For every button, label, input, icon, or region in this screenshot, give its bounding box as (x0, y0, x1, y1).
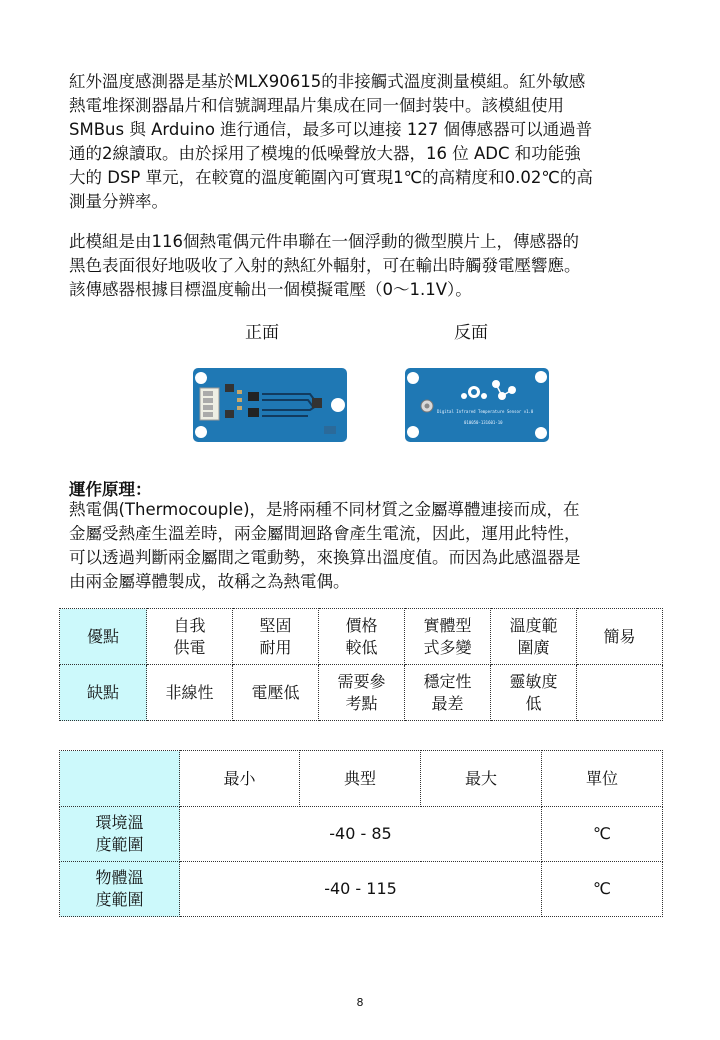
row-header: 物體溫 度範圍 (60, 862, 180, 917)
table-row (60, 807, 663, 862)
corner-cell (60, 751, 180, 807)
sensor-board-front-image (192, 366, 348, 444)
text-line: 黑色表面很好地吸收了入射的熱紅外輻射，可在輸出時觸發電壓響應。 (69, 256, 581, 275)
back-caption: 反面 (454, 323, 488, 343)
row-header: 環境溫 度範圍 (60, 807, 180, 862)
range-value: -40 - 85 (180, 807, 542, 862)
table-cell: 電壓低 (233, 665, 319, 721)
column-header: 單位 (542, 751, 663, 807)
column-header: 最小 (180, 751, 300, 807)
text-line: 通的2線讀取。由於採用了模塊的低噪聲放大器，16 位 ADC 和功能強 (69, 144, 581, 163)
table-row (60, 862, 663, 917)
text-line: 由兩金屬導體製成，故稱之為熱電偶。 (69, 572, 350, 591)
board-label-text: Digital Infrared Temperature Sensor v1.0 (437, 409, 534, 414)
board-serial-text: 010050-131601-10 (464, 420, 503, 425)
pros-cons-table (59, 608, 663, 721)
intro-paragraph (69, 70, 655, 214)
module-paragraph (69, 230, 655, 302)
table-cell: 簡易 (577, 609, 663, 665)
text-line: 大的 DSP 單元，在較寬的溫度範圍內可實現1℃的高精度和0.02℃的高 (69, 168, 593, 187)
text-line: 此模組是由116個熱電偶元件串聯在一個浮動的微型膜片上，傳感器的 (69, 232, 579, 251)
text-line: 熱電偶(Thermocouple)，是將兩種不同材質之金屬導體連接而成，在 (69, 500, 580, 519)
text-line: SMBus 與 Arduino 進行通信，最多可以連接 127 個傳感器可以通過普 (69, 120, 593, 139)
sensor-board-back-image (404, 366, 550, 444)
spec-table (59, 750, 663, 917)
table-cell: 溫度範 圍廣 (491, 609, 577, 665)
table-cell: 需要參 考點 (319, 665, 405, 721)
table-cell: 穩定性 最差 (405, 665, 491, 721)
table-cell: 堅固 耐用 (233, 609, 319, 665)
table-cell: 靈敏度 低 (491, 665, 577, 721)
text-line: 金屬受熱產生溫差時，兩金屬間迴路會產生電流，因此，運用此特性， (69, 524, 581, 543)
table-cell: 非線性 (147, 665, 233, 721)
table-cell: 自我 供電 (147, 609, 233, 665)
cons-row (60, 665, 663, 721)
column-header: 典型 (300, 751, 421, 807)
cons-label: 缺點 (60, 665, 147, 721)
pros-row (60, 609, 663, 665)
column-header: 最大 (421, 751, 542, 807)
text-line: 熱電堆探測器晶片和信號調理晶片集成在同一個封裝中。該模組使用 (69, 96, 564, 115)
page-number: 8 (356, 996, 364, 1009)
text-line: 測量分辨率。 (69, 192, 168, 211)
unit-cell: ℃ (542, 862, 663, 917)
spec-header-row (60, 751, 663, 807)
table-cell: 價格 較低 (319, 609, 405, 665)
text-line: 可以透過判斷兩金屬間之電動勢，來換算出溫度值。而因為此感溫器是 (69, 548, 581, 567)
front-caption: 正面 (245, 323, 279, 343)
pros-label: 優點 (60, 609, 147, 665)
range-value: -40 - 115 (180, 862, 542, 917)
table-cell (577, 665, 663, 721)
principle-heading: 運作原理： (69, 480, 152, 499)
text-line: 該傳感器根據目標溫度輸出一個模擬電壓（0～1.1V）。 (69, 280, 472, 299)
principle-paragraph (69, 498, 655, 594)
table-cell: 實體型 式多變 (405, 609, 491, 665)
text-line: 紅外溫度感測器是基於MLX90615的非接觸式溫度測量模組。紅外敏感 (69, 72, 586, 91)
unit-cell: ℃ (542, 807, 663, 862)
